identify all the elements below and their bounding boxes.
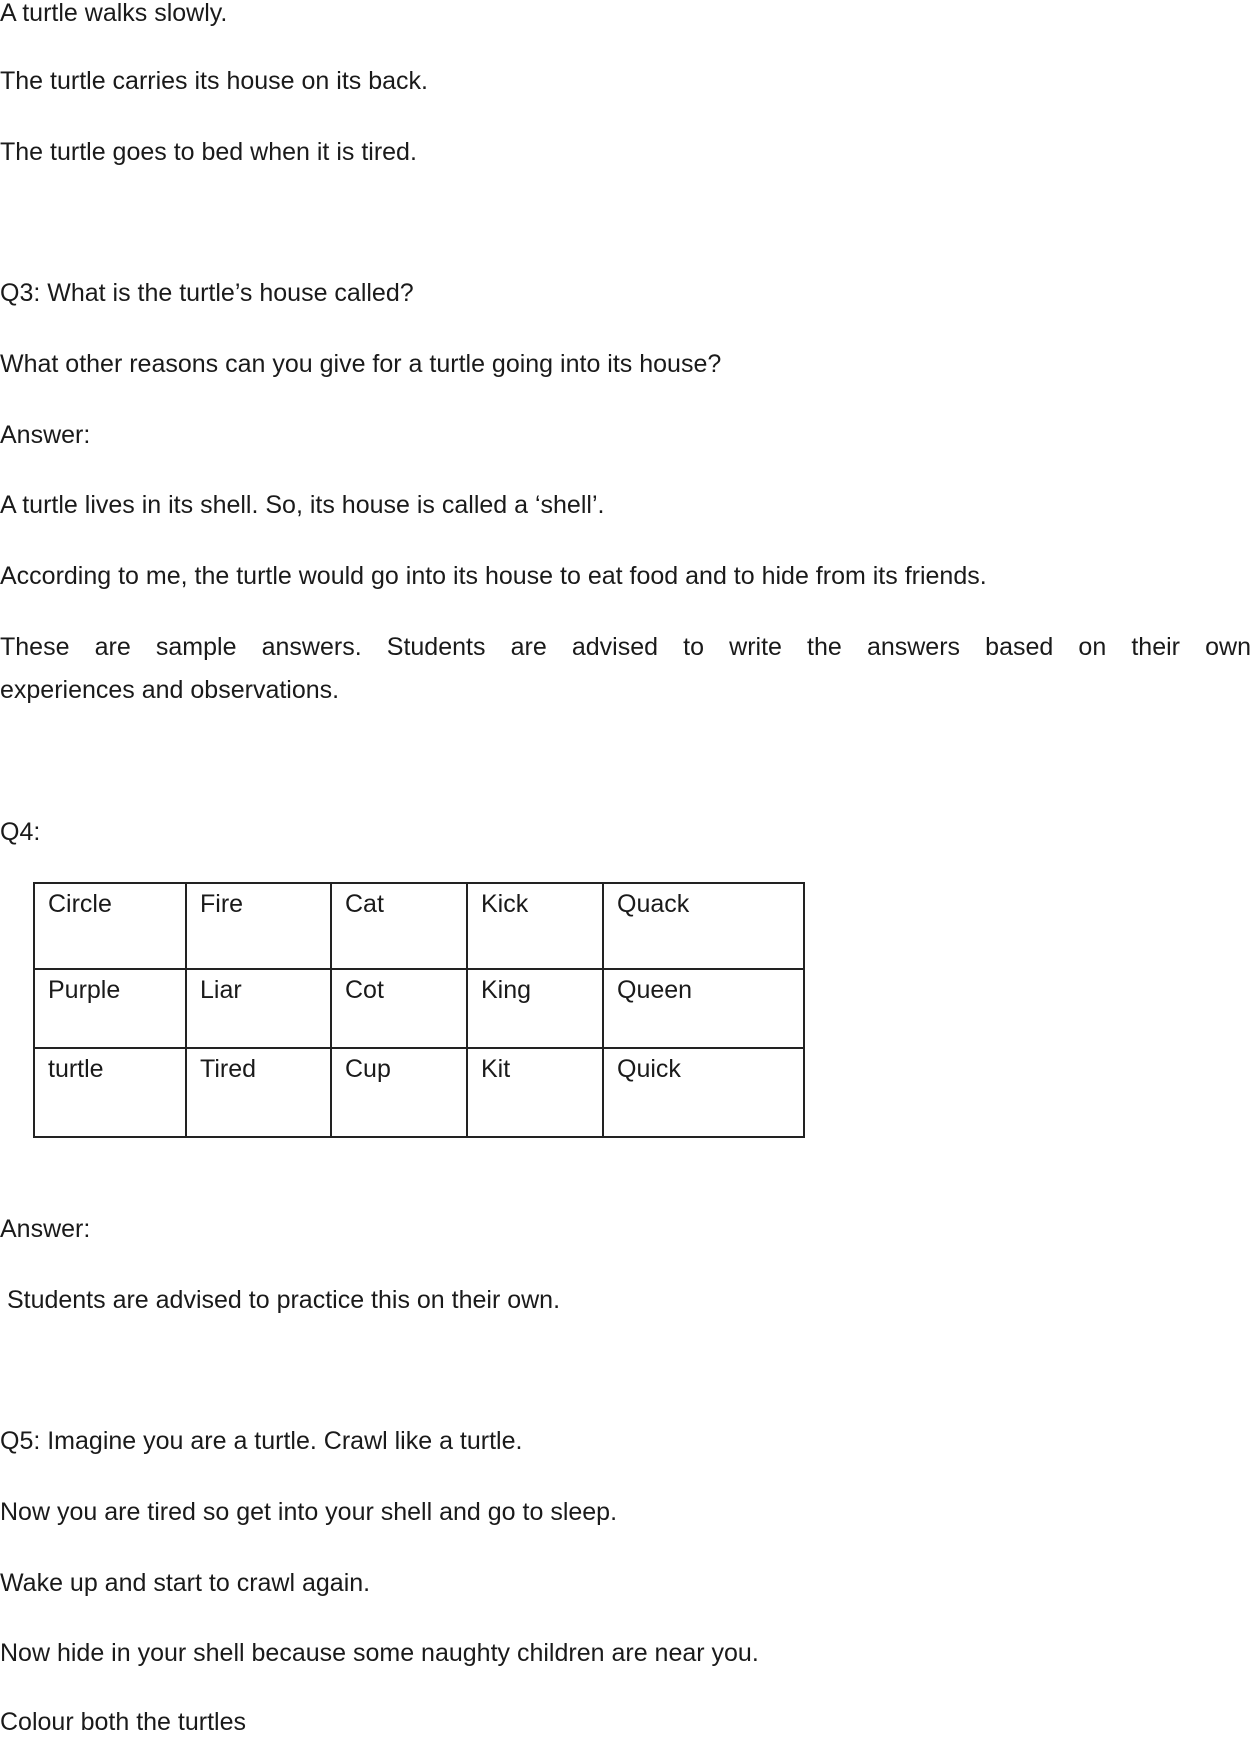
- table-cell: Kick: [467, 883, 603, 969]
- answer-text: Students are advised to practice this on their own.: [0, 1286, 561, 1314]
- answer-text: According to me, the turtle would go into its house to eat food and to hide from its friends.: [0, 562, 987, 590]
- answer-text: A turtle lives in its shell. So, its house is called a ‘shell’.: [0, 491, 605, 519]
- answer-label: Answer:: [0, 1215, 91, 1243]
- table-cell: turtle: [34, 1048, 186, 1137]
- table-cell: Kit: [467, 1048, 603, 1137]
- question-q3: Q3: What is the turtle’s house called?: [0, 279, 414, 307]
- question-q3-part2: What other reasons can you give for a turtle going into its house?: [0, 350, 722, 378]
- text-line: A turtle walks slowly.: [0, 0, 228, 27]
- table-cell: Cat: [331, 883, 467, 969]
- text-line: Now hide in your shell because some naughty children are near you.: [0, 1639, 759, 1667]
- table-cell: Fire: [186, 883, 331, 969]
- table-cell: Purple: [34, 969, 186, 1048]
- table-cell: Liar: [186, 969, 331, 1048]
- word-table: [33, 882, 805, 1138]
- table-cell: Circle: [34, 883, 186, 969]
- text-line: The turtle carries its house on its back.: [0, 67, 428, 95]
- table-cell: Tired: [186, 1048, 331, 1137]
- text-line: The turtle goes to bed when it is tired.: [0, 138, 417, 166]
- note-text: experiences and observations.: [0, 676, 340, 704]
- table-cell: Queen: [603, 969, 804, 1048]
- table-cell: Quick: [603, 1048, 804, 1137]
- question-q5: Q5: Imagine you are a turtle. Crawl like a turtle.: [0, 1427, 523, 1455]
- table-cell: Cup: [331, 1048, 467, 1137]
- text-line: Colour both the turtles: [0, 1708, 246, 1736]
- answer-label: Answer:: [0, 421, 91, 449]
- note-text: These are sample answers. Students are advised to write the answers based on their own: [0, 633, 1251, 661]
- table-cell: Quack: [603, 883, 804, 969]
- table-cell: Cot: [331, 969, 467, 1048]
- text-line: Wake up and start to crawl again.: [0, 1569, 371, 1597]
- table-cell: King: [467, 969, 603, 1048]
- text-line: Now you are tired so get into your shell and go to sleep.: [0, 1498, 618, 1526]
- question-q4: Q4:: [0, 818, 41, 846]
